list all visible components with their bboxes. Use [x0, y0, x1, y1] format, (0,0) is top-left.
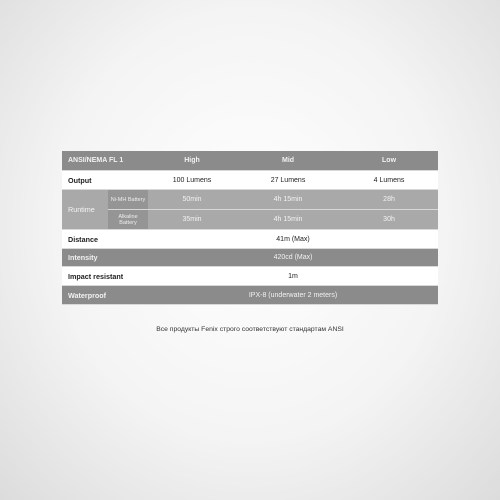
distance-row [62, 230, 438, 249]
runtime-nimh-low: 28h [340, 190, 438, 210]
runtime-alkaline-row [62, 210, 438, 230]
output-row [62, 171, 438, 190]
ansi-compliance-caption: Все продукты Fenix строго соответствуют стандартам ANSI [156, 326, 344, 333]
runtime-nimh-high: 50min [148, 190, 236, 210]
impact-row [62, 267, 438, 286]
spec-table [62, 151, 438, 305]
header-standard: ANSI/NEMA FL 1 [62, 151, 148, 171]
runtime-alkaline-mid: 4h 15min [236, 210, 340, 230]
table-header-row [62, 151, 438, 171]
runtime-label: Runtime [62, 190, 108, 230]
runtime-alkaline-low: 30h [340, 210, 438, 230]
runtime-nimh-mid: 4h 15min [236, 190, 340, 210]
header-low: Low [340, 151, 438, 171]
impact-value: 1m [148, 267, 438, 286]
header-mid: Mid [236, 151, 340, 171]
output-label: Output [62, 171, 148, 190]
impact-label: Impact resistant [62, 267, 148, 286]
runtime-alkaline-battery: Alkaline Battery [108, 210, 148, 230]
output-low: 4 Lumens [340, 171, 438, 190]
distance-value: 41m (Max) [148, 230, 438, 249]
header-high: High [148, 151, 236, 171]
runtime-alkaline-high: 35min [148, 210, 236, 230]
distance-label: Distance [62, 230, 148, 249]
intensity-row [62, 249, 438, 267]
waterproof-row [62, 286, 438, 305]
output-mid: 27 Lumens [236, 171, 340, 190]
intensity-value: 420cd (Max) [148, 249, 438, 267]
runtime-nimh-battery: Ni-MH Battery [108, 190, 148, 210]
waterproof-label: Waterproof [62, 286, 148, 305]
runtime-nimh-row [62, 190, 438, 210]
waterproof-value: IPX-8 (underwater 2 meters) [148, 286, 438, 305]
intensity-label: Intensity [62, 249, 148, 267]
output-high: 100 Lumens [148, 171, 236, 190]
